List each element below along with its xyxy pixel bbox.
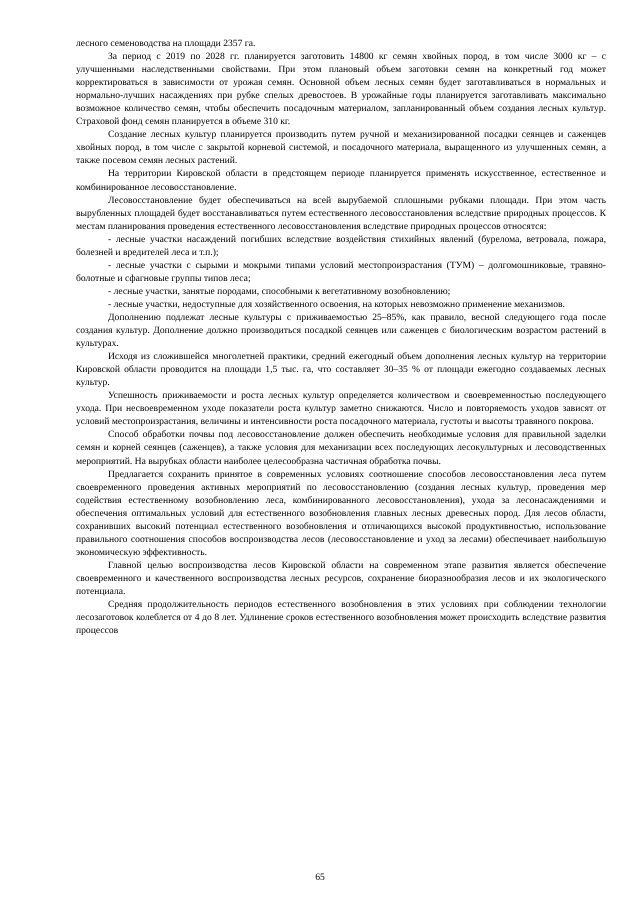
page-number: 65 <box>315 872 325 883</box>
paragraph: Создание лесных культур планируется производить путем ручной и механизированной посадки сеянцев и саженцев хвойных пород, в том числе с закрытой корневой системой, и посадочного материала, выращенного из улучшенных семян, а также посевом семян лесных растений. <box>76 129 606 167</box>
paragraph: Лесовосстановление будет обеспечиваться на всей вырубаемой сплошными рубками площади. При этом часть вырубленных площадей будет восстанавливаться путем естественного лесовосстановления вследствие природных процессов. К местам планирования проведения естественного лесовосстановления вследствие природных процессов относятся: <box>76 194 606 232</box>
paragraph: Дополнению подлежат лесные культуры с приживаемостью 25–85%, как правило, весной следующего года после создания культур. Дополнение должно производиться посадкой сеянцев или саженцев с биологическим возрастом растений в культурах. <box>76 311 606 350</box>
paragraph: Средняя продолжительность периодов естественного возобновления в этих условиях при соблюдении технологии лесозаготовок колеблется от 4 до 8 лет. Удлинение сроков естественного возобновления может происходить вследствие развития процессов <box>76 599 606 637</box>
paragraph: Исходя из сложившейся многолетней практики, средний ежегодный объем дополнения лесных культур на территории Кировской области проводится на площади 1,5 тыс. га, что составляет 30–35 % от площади ежегодно создаваемых лесных культур. <box>76 351 606 389</box>
paragraph: - лесные участки, занятые породами, способными к вегетативному возобновлению; <box>108 285 451 297</box>
paragraph: - лесные участки с сырыми и мокрыми типами условий местопроизрастания (ТУМ) – долгомошниковые, травяно-болотные и сфагновые группы типов леса; <box>76 259 606 284</box>
paragraph: Способ обработки почвы под лесовосстановление должен обеспечить необходимые условия для правильной заделки семян и корней сеянцев (саженцев), а также условия для механизации всех последующих лесокультурных и лесоводственных мероприятий. На вырубках области наиболее целесообразна частичная обработка почвы. <box>76 429 606 467</box>
paragraph: Главной целью воспроизводства лесов Кировской области на современном этапе развития является обеспечение своевременного и качественного воспроизводства лесных ресурсов, сохранение биоразнообразия лесов и их экологического потенциала. <box>76 559 606 597</box>
paragraph: - лесные участки насаждений погибших вследствие воздействия стихийных явлений (бурелома, ветровала, пожара, болезней и вредителей леса и т.п.); <box>76 233 606 258</box>
paragraph: На территории Кировской области в предстоящем периоде планируется применять искусственное, естественное и комбинированное лесовосстановление. <box>76 168 606 193</box>
paragraph: лесного семеноводства на площади 2357 га. <box>76 38 256 49</box>
paragraph: За период с 2019 по 2028 гг. планируется заготовить 14800 кг семян хвойных пород, в том числе 3000 кг – с улучшенными наследственными свойствами. При этом плановый объем заготовки семян на конкретный год может корректироваться в зависимости от урожая семян. Основной объем лесных семян будет заготавливаться в нормальных и нормально-лучших насаждениях при рубке спелых древостоев. В урожайные годы планируется заготавливать максимально возможное количество семян, чтобы обеспечить посадочным материалом, запланированный объем создания лесных культур. Страховой фонд семян планируется в объеме 310 кг. <box>76 51 606 128</box>
paragraph: - лесные участки, недоступные для хозяйственного освоения, на которых невозможно применение механизмов. <box>108 298 565 310</box>
paragraph: Успешность приживаемости и роста лесных культур определяется количеством и своевременностью последующего ухода. При несвоевременном уходе показатели роста культур заметно снижаются. Число и повторяемость уходов зависят от условий местопроизрастания, величины и интенсивности роста посадочного материала, густоты и высоты травяного покрова. <box>76 390 606 428</box>
body-text <box>76 37 606 637</box>
paragraph: Предлагается сохранить принятое в современных условиях соотношение способов лесовосстановления леса путем своевременного проведения активных мероприятий по лесовосстановлению (создания лесных культур, проведения мер содействия естественному возобновлению леса, комбинированного лесовосстановления), ухода за лесонасаждениями и обеспечения оптимальных условий для естественного возобновления главных лесных древесных пород. Для лесов области, сохранивших высокий потенциал естественного возобновления и отличающихся высокой продуктивностью, использование правильного соотношения способов воспроизводства лесов (лесовосстановление и уход за лесами) обеспечивает наибольшую экономическую эффективность. <box>76 468 606 558</box>
